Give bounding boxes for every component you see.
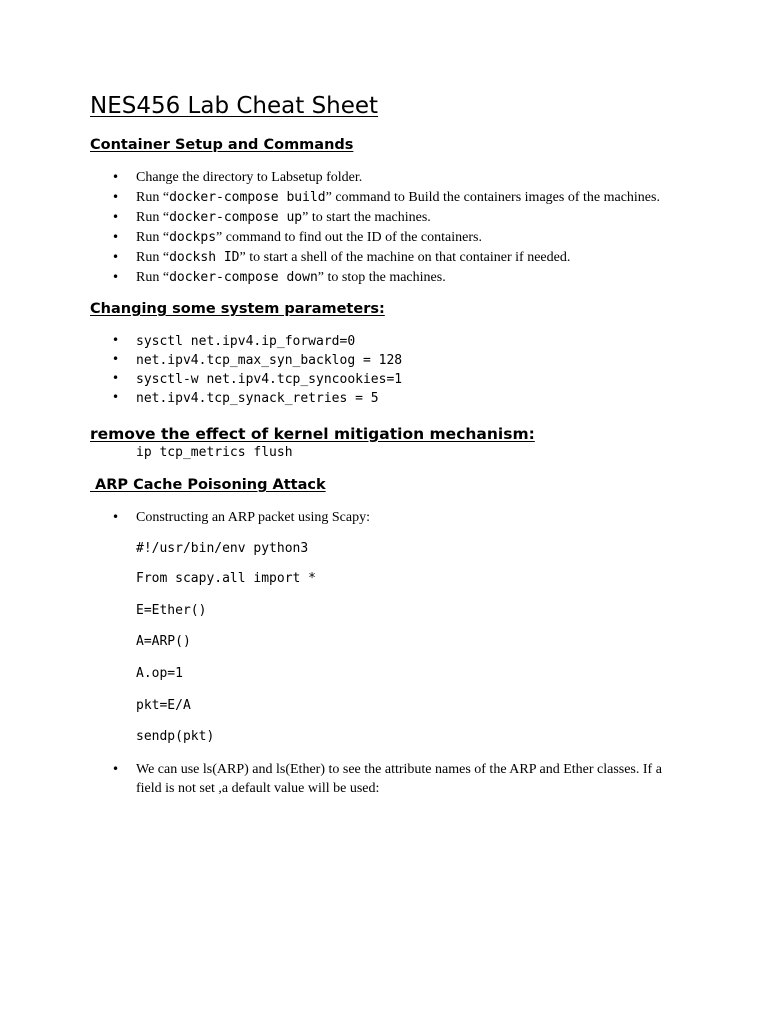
list-item <box>112 331 402 350</box>
list-item <box>112 388 402 407</box>
item-text-post: ” to start the machines. <box>302 210 431 225</box>
list-item <box>112 247 660 267</box>
item-text-pre: Run “ <box>136 210 170 225</box>
list-item <box>112 267 660 287</box>
heading-arp-cache-poisoning: ARP Cache Poisoning Attack <box>90 477 326 493</box>
bullet-icon: • <box>112 230 120 244</box>
bullet-icon: • <box>112 250 120 264</box>
list-item <box>112 350 402 369</box>
item-code: sysctl net.ipv4.ip_forward=0 <box>136 334 356 349</box>
item-text: Constructing an ARP packet using Scapy: <box>136 510 370 525</box>
container-commands-list <box>112 167 660 287</box>
item-text-pre: Run “ <box>136 190 170 205</box>
item-code: docker-compose build <box>169 190 326 205</box>
heading-kernel-mitigation: remove the effect of kernel mitigation mechanism: <box>90 425 535 443</box>
code-line: #!/usr/bin/env python3 <box>136 541 309 556</box>
bullet-icon: • <box>112 210 120 224</box>
bullet-icon: • <box>112 352 120 366</box>
item-text-pre: Run “ <box>136 230 170 245</box>
document-title: NES456 Lab Cheat Sheet <box>90 93 379 119</box>
item-code: docker-compose down <box>169 270 318 285</box>
code-line: From scapy.all import * <box>136 571 317 586</box>
item-code: dockps <box>169 230 217 245</box>
item-text-post: ” to stop the machines. <box>317 270 446 285</box>
list-item <box>112 167 660 187</box>
item-text-post: ” command to Build the containers images of the machines. <box>325 190 660 205</box>
bullet-icon: • <box>112 190 120 204</box>
code-line: A=ARP() <box>136 634 191 649</box>
code-line: A.op=1 <box>136 666 183 681</box>
heading-container-setup: Container Setup and Commands <box>90 137 354 153</box>
item-code: docksh ID <box>169 250 240 265</box>
item-text-pre: Run “ <box>136 270 170 285</box>
item-text: We can use ls(ARP) and ls(Ether) to see the attribute names of the ARP and Ether classes. If a field is not set ,a default value will be used: <box>136 762 662 796</box>
item-text-post: ” to start a shell of the machine on that container if needed. <box>239 250 571 265</box>
mitigation-command: ip tcp_metrics flush <box>136 445 293 460</box>
bullet-icon: • <box>112 510 120 524</box>
item-text-post: ” command to find out the ID of the containers. <box>216 230 482 245</box>
bullet-icon: • <box>112 270 120 284</box>
list-item <box>112 508 672 527</box>
bullet-icon: • <box>112 762 120 776</box>
code-line: sendp(pkt) <box>136 729 215 744</box>
system-parameters-list <box>112 331 402 407</box>
code-line: pkt=E/A <box>136 698 191 713</box>
list-item <box>112 207 660 227</box>
item-text: Change the directory to Labsetup folder. <box>136 170 363 185</box>
item-code: net.ipv4.tcp_synack_retries = 5 <box>136 391 379 406</box>
item-code: docker-compose up <box>169 210 303 225</box>
list-item <box>112 187 660 207</box>
item-text-pre: Run “ <box>136 250 170 265</box>
item-code: net.ipv4.tcp_max_syn_backlog = 128 <box>136 353 403 368</box>
list-item <box>112 227 660 247</box>
code-line: E=Ether() <box>136 603 207 618</box>
bullet-icon: • <box>112 390 120 404</box>
list-item <box>112 760 672 798</box>
bullet-icon: • <box>112 371 120 385</box>
bullet-icon: • <box>112 170 120 184</box>
heading-system-parameters: Changing some system parameters: <box>90 301 385 317</box>
bullet-icon: • <box>112 333 120 347</box>
list-item <box>112 369 402 388</box>
item-code: sysctl-w net.ipv4.tcp_syncookies=1 <box>136 372 403 387</box>
